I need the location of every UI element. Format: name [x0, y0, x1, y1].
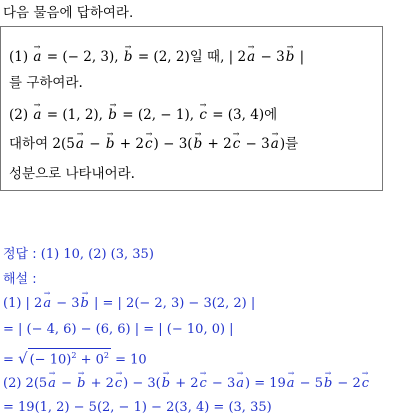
explanation-line-3: = √ (− $10)^2 + 0^2 = 10$	[3, 349, 147, 368]
vector-b: → b	[285, 49, 296, 65]
vector-a: → a	[246, 49, 256, 65]
vector-a: → a	[235, 376, 245, 391]
problem-2-line-3: 성분으로 나타내어라.	[9, 166, 135, 182]
answer-text: (1) 10, (2) (3, 35)	[40, 247, 154, 262]
instruction: 다음 물음에 답하여라.	[3, 5, 134, 21]
vector-c: → c	[114, 376, 123, 391]
vector-b: → b	[107, 107, 118, 123]
problem-1-line-2: 를 구하여라.	[9, 75, 83, 91]
problem-2-line-1: (2) → a = (1, 2), → b = (2, − 1), → c = (3, 4)에	[9, 103, 277, 123]
vector-a: → a	[270, 136, 280, 152]
vector-b: → b	[193, 136, 204, 152]
explanation-line-1: (1) | 2→ a − 3→ b | = | 2(− 2, 3) − 3(2, 2) |	[3, 296, 255, 311]
problem-box	[0, 26, 383, 191]
vector-a: → a	[32, 107, 42, 123]
vector-c: → c	[199, 376, 208, 391]
problem-2-line-2: 대하여 2(5→ a − → b + 2→ c) − 3(→ b + 2→ c − 3→ a)를	[9, 132, 298, 152]
vector-a: → a	[75, 136, 85, 152]
vector-a: → a	[47, 376, 57, 391]
vector-b: → b	[105, 136, 116, 152]
explanation-label: 해설 :	[3, 272, 37, 287]
vector-b: → b	[76, 376, 86, 391]
vector-c: → c	[144, 136, 154, 152]
explanation-line-5: = 19(1, 2) − 5(2, − 1) − 2(3, 4) = (3, 35)	[3, 400, 272, 415]
explanation-line-4: (2) 2(5→ a − → b + 2→ c) − 3(→ b + 2→ c − 3→ a) = 19→ a − 5→ b − 2→ c	[3, 376, 370, 391]
vector-a: → a	[286, 376, 296, 391]
vector-b: → b	[323, 376, 333, 391]
vector-b: → b	[123, 49, 134, 65]
problem-1-line-1: (1) → a = (− 2, 3), → b = (2, 2)일 때, | 2→ a − 3→ b |	[9, 45, 304, 65]
vector-a: → a	[42, 296, 52, 311]
answer	[3, 243, 154, 262]
vector-a: → a	[32, 49, 42, 65]
answer-label: 정답 :	[3, 247, 37, 262]
vector-c: → c	[232, 136, 242, 152]
vector-c: → c	[198, 107, 208, 123]
explanation-line-2: = | (− 4, 6) − (6, 6) | = | (− 10, 0) |	[3, 322, 234, 337]
vector-b: → b	[161, 376, 171, 391]
vector-b: → b	[80, 296, 90, 311]
vector-c: → c	[361, 376, 370, 391]
